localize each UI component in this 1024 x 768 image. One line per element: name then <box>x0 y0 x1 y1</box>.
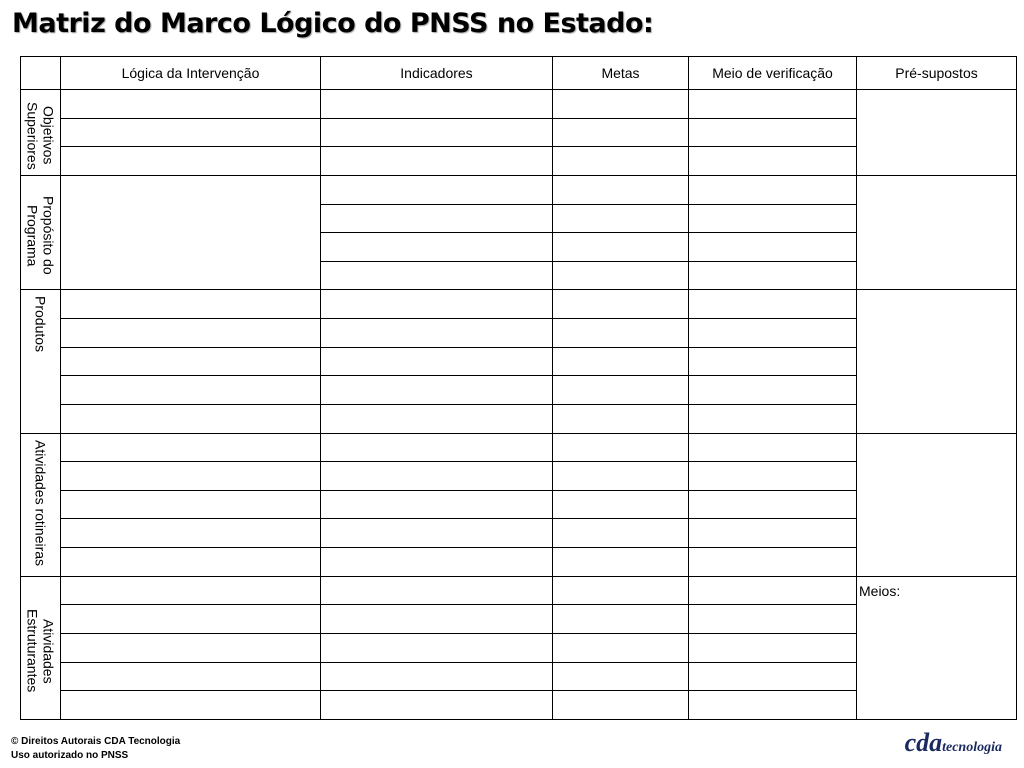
table-cell[interactable] <box>689 633 857 662</box>
page-title: Matriz do Marco Lógico do PNSS no Estado: <box>12 8 654 39</box>
table-cell[interactable] <box>321 490 553 519</box>
table-cell[interactable] <box>321 90 553 119</box>
meios-label: Meios: <box>859 582 901 599</box>
table-cell[interactable] <box>321 347 553 376</box>
copyright-footer <box>11 735 180 763</box>
table-row <box>21 290 1017 319</box>
header-logica: Lógica da Intervenção <box>61 57 321 90</box>
table-cell[interactable] <box>689 347 857 376</box>
header-indicadores: Indicadores <box>321 57 553 90</box>
table-row <box>21 90 1017 119</box>
table-cell[interactable] <box>321 691 553 720</box>
pre-supostos-cell[interactable] <box>857 433 1017 576</box>
table-cell[interactable] <box>689 233 857 262</box>
table-row <box>21 175 1017 204</box>
pre-supostos-cell[interactable] <box>857 90 1017 176</box>
table-cell[interactable] <box>689 261 857 290</box>
table-cell[interactable] <box>689 147 857 176</box>
table-cell[interactable] <box>689 404 857 433</box>
usage-line: Uso autorizado no PNSS <box>11 750 129 761</box>
table-cell[interactable] <box>689 175 857 204</box>
table-cell[interactable] <box>689 662 857 691</box>
logo-tecnologia-text: tecnologia <box>942 740 1002 755</box>
table-cell[interactable] <box>553 462 689 491</box>
table-cell[interactable] <box>61 319 321 348</box>
logo-cda-text: cda <box>904 728 943 757</box>
table-cell[interactable] <box>553 204 689 233</box>
table-cell[interactable] <box>553 233 689 262</box>
table-cell[interactable] <box>321 118 553 147</box>
table-cell[interactable] <box>553 548 689 577</box>
table-cell[interactable] <box>321 319 553 348</box>
table-row <box>21 576 1017 605</box>
table-cell[interactable] <box>61 548 321 577</box>
table-cell[interactable] <box>689 548 857 577</box>
table-cell[interactable] <box>689 490 857 519</box>
pre-supostos-cell[interactable] <box>857 175 1017 290</box>
table-cell[interactable] <box>321 433 553 462</box>
table-cell[interactable] <box>553 662 689 691</box>
header-pre-supostos: Pré-supostos <box>857 57 1017 90</box>
section-label-objetivos: Objetivos Superiores <box>21 90 61 176</box>
table-cell[interactable] <box>321 376 553 405</box>
header-corner <box>21 57 61 90</box>
table-cell[interactable] <box>321 233 553 262</box>
table-cell[interactable] <box>321 147 553 176</box>
table-cell[interactable] <box>553 633 689 662</box>
table-cell[interactable] <box>321 404 553 433</box>
table-cell[interactable] <box>689 204 857 233</box>
cda-logo <box>905 728 1002 758</box>
table-cell[interactable] <box>61 633 321 662</box>
table-cell[interactable] <box>61 490 321 519</box>
table-cell[interactable] <box>61 376 321 405</box>
table-cell[interactable] <box>553 147 689 176</box>
header-meio-verificacao: Meio de verificação <box>689 57 857 90</box>
table-cell[interactable] <box>553 376 689 405</box>
header-row <box>21 57 1017 90</box>
table-cell[interactable] <box>689 118 857 147</box>
table-cell[interactable] <box>553 519 689 548</box>
table-cell[interactable] <box>61 691 321 720</box>
table-cell[interactable] <box>61 147 321 176</box>
table-cell[interactable] <box>321 462 553 491</box>
pre-supostos-cell[interactable] <box>857 290 1017 433</box>
table-cell[interactable] <box>553 290 689 319</box>
table-cell[interactable] <box>689 290 857 319</box>
section-label-produtos: Produtos <box>21 290 61 433</box>
section-label-atividades-rotineiras: Atividades rotineiras <box>21 433 61 576</box>
logical-framework-table <box>20 56 1017 720</box>
table-cell[interactable] <box>689 90 857 119</box>
table-cell[interactable] <box>61 519 321 548</box>
table-cell[interactable] <box>553 175 689 204</box>
table-cell[interactable] <box>321 548 553 577</box>
table-cell[interactable] <box>61 576 321 605</box>
table-cell[interactable] <box>61 118 321 147</box>
table-row <box>21 433 1017 462</box>
table-cell[interactable] <box>321 519 553 548</box>
table-cell[interactable] <box>689 576 857 605</box>
table-cell[interactable] <box>689 691 857 720</box>
table-cell[interactable] <box>553 404 689 433</box>
table-cell[interactable] <box>689 519 857 548</box>
table-cell[interactable] <box>321 204 553 233</box>
table-cell[interactable] <box>61 662 321 691</box>
table-cell[interactable] <box>553 490 689 519</box>
table-cell[interactable] <box>61 462 321 491</box>
table-cell[interactable] <box>321 576 553 605</box>
meios-cell[interactable] <box>857 576 1017 719</box>
table-cell[interactable] <box>61 347 321 376</box>
table-cell[interactable] <box>321 261 553 290</box>
table-cell[interactable] <box>553 319 689 348</box>
table-cell[interactable] <box>321 633 553 662</box>
table-cell[interactable] <box>553 433 689 462</box>
table-cell[interactable] <box>553 605 689 634</box>
table-cell[interactable] <box>689 605 857 634</box>
section-label-proposito: Propósito do Programa <box>21 175 61 290</box>
table-cell[interactable] <box>553 347 689 376</box>
table-cell[interactable] <box>61 404 321 433</box>
logica-merged-cell[interactable] <box>61 175 321 290</box>
table-cell[interactable] <box>553 90 689 119</box>
table-cell[interactable] <box>61 90 321 119</box>
table-cell[interactable] <box>321 175 553 204</box>
table-cell[interactable] <box>61 290 321 319</box>
copyright-line: © Direitos Autorais CDA Tecnologia <box>11 736 181 747</box>
table-cell[interactable] <box>553 261 689 290</box>
table-cell[interactable] <box>321 290 553 319</box>
table-cell[interactable] <box>553 118 689 147</box>
section-label-atividades-estruturantes: Atividades Estruturantes <box>21 576 61 719</box>
table-cell[interactable] <box>689 462 857 491</box>
table-cell[interactable] <box>61 433 321 462</box>
table-cell[interactable] <box>553 691 689 720</box>
table-cell[interactable] <box>553 576 689 605</box>
table-cell[interactable] <box>61 605 321 634</box>
header-metas: Metas <box>553 57 689 90</box>
table-cell[interactable] <box>689 319 857 348</box>
table-cell[interactable] <box>689 376 857 405</box>
table-cell[interactable] <box>689 433 857 462</box>
table-cell[interactable] <box>321 662 553 691</box>
table-cell[interactable] <box>321 605 553 634</box>
